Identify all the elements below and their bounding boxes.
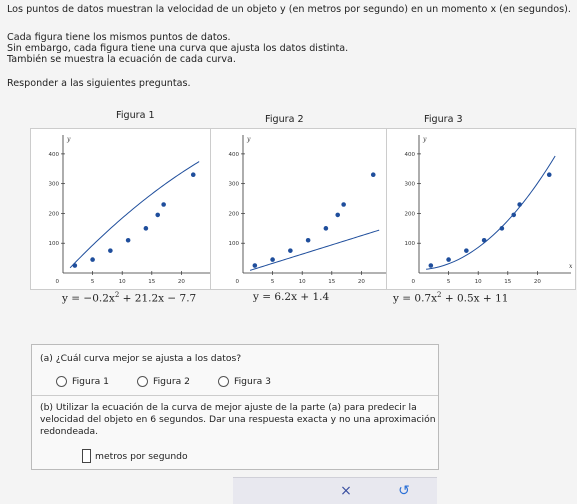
intro-line-2: Cada figura tiene los mismos puntos de datos. — [7, 32, 231, 43]
part-a-options — [56, 376, 299, 387]
data-point — [335, 213, 340, 218]
fit-curve — [250, 230, 379, 270]
eq1-exp: 2 — [114, 291, 120, 299]
data-point — [324, 226, 329, 231]
intro-line-3: Sin embargo, cada figura tiene una curva que ajusta los datos distinta. — [7, 43, 349, 54]
fit-curve — [70, 162, 199, 268]
data-point — [253, 263, 258, 268]
figure-3-plot — [386, 128, 576, 290]
y-tick-label: 400 — [404, 151, 415, 158]
origin-label: 0 — [55, 279, 59, 285]
eq2-lhs: y = — [253, 291, 275, 303]
x-tick-label: 20 — [357, 279, 365, 285]
option-label-2: Figura 2 — [153, 376, 190, 387]
data-point — [341, 202, 346, 207]
data-point — [464, 248, 469, 253]
data-point — [155, 213, 160, 218]
eq2-t1: 6.2x + 1.4 — [274, 291, 330, 303]
option-figura-2[interactable] — [137, 376, 190, 387]
x-tick-label: 20 — [177, 279, 185, 285]
y-tick-label: 400 — [228, 151, 239, 158]
data-point — [108, 248, 113, 253]
x-tick-label: 10 — [118, 279, 126, 285]
option-label-3: Figura 3 — [234, 376, 271, 387]
figure-2-plot — [210, 128, 400, 290]
eq3-t2: + 0.5x + 11 — [441, 292, 509, 305]
y-axis-label: y — [67, 136, 71, 143]
x-axis-label: x — [569, 263, 573, 270]
x-tick-label: 15 — [504, 279, 512, 285]
action-bar — [233, 477, 437, 504]
data-point — [270, 257, 275, 262]
y-tick-label: 200 — [228, 211, 239, 218]
origin-label: 0 — [411, 279, 415, 285]
y-tick-label: 100 — [228, 241, 239, 248]
figure-1-title: Figura 1 — [116, 110, 155, 121]
figure-2-title: Figura 2 — [265, 114, 304, 125]
radio-figura-3[interactable] — [218, 376, 229, 387]
y-tick-label: 100 — [404, 241, 415, 248]
part-b-question: (b) Utilizar la ecuación de la curva de mejor ajuste de la parte (a) para predecir la velocidad del objeto en 6 segundos. Dar una respuesta exacta y no una aproximación redondeada. — [40, 402, 436, 437]
data-point — [191, 172, 196, 177]
x-tick-label: 5 — [90, 279, 95, 285]
figure-1-equation — [62, 291, 196, 305]
origin-label: 0 — [235, 279, 239, 285]
y-tick-label: 200 — [404, 211, 415, 218]
intro-line-4: También se muestra la ecuación de cada curva. — [7, 54, 236, 65]
close-button[interactable]: × — [340, 483, 352, 499]
x-tick-label: 5 — [446, 279, 451, 285]
y-tick-label: 300 — [228, 181, 239, 188]
data-point — [547, 172, 552, 177]
data-point — [73, 263, 78, 268]
option-label-1: Figura 1 — [72, 376, 109, 387]
undo-button[interactable]: ↺ — [398, 483, 410, 499]
fit-curve — [426, 156, 555, 269]
data-point — [511, 213, 516, 218]
x-tick-label: 5 — [270, 279, 275, 285]
figure-3-svg — [387, 129, 575, 289]
y-tick-label: 300 — [404, 181, 415, 188]
data-point — [482, 238, 487, 243]
y-axis-label: y — [247, 136, 251, 143]
radio-figura-2[interactable] — [137, 376, 148, 387]
figure-3-equation — [393, 291, 508, 305]
answer-unit: metros por segundo — [95, 450, 188, 462]
data-point — [90, 257, 95, 262]
part-a-question: (a) ¿Cuál curva mejor se ajusta a los datos? — [40, 353, 242, 364]
data-point — [288, 248, 293, 253]
intro-line-1: Los puntos de datos muestran la velocidad de un objeto y (en metros por segundo) en un momento x (en segundos). — [7, 4, 571, 15]
figure-2-svg — [211, 129, 399, 289]
x-tick-label: 10 — [298, 279, 306, 285]
figure-1-svg — [31, 129, 219, 289]
eq1-t1: −0.2x — [83, 292, 115, 305]
eq3-exp: 2 — [437, 291, 442, 299]
x-tick-label: 15 — [328, 279, 336, 285]
y-tick-label: 200 — [48, 211, 59, 218]
radio-figura-1[interactable] — [56, 376, 67, 387]
data-point — [161, 202, 166, 207]
y-axis-label: y — [423, 136, 427, 143]
eq3-lhs: y = — [393, 292, 415, 305]
eq1-lhs: y = — [62, 292, 84, 305]
y-tick-label: 100 — [48, 241, 59, 248]
option-figura-3[interactable] — [218, 376, 271, 387]
data-point — [126, 238, 131, 243]
data-point — [500, 226, 505, 231]
data-point — [306, 238, 311, 243]
x-tick-label: 15 — [148, 279, 156, 285]
eq1-t2: + 21.2x − 7.7 — [119, 292, 197, 305]
data-point — [446, 257, 451, 262]
x-tick-label: 10 — [474, 279, 482, 285]
data-point — [144, 226, 149, 231]
data-point — [371, 172, 376, 177]
figure-1-plot — [30, 128, 220, 290]
figure-2-equation — [253, 291, 329, 303]
answer-input[interactable] — [82, 449, 91, 463]
y-tick-label: 300 — [48, 181, 59, 188]
answer-row — [82, 449, 188, 463]
divider — [32, 395, 438, 396]
figure-3-title: Figura 3 — [424, 114, 463, 125]
y-tick-label: 400 — [48, 151, 59, 158]
data-point — [517, 202, 522, 207]
instruction: Responder a las siguientes preguntas. — [7, 78, 191, 89]
option-figura-1[interactable] — [56, 376, 109, 387]
data-point — [429, 263, 434, 268]
question-box — [31, 344, 439, 470]
eq3-t1: 0.7x — [414, 292, 438, 305]
x-tick-label: 20 — [533, 279, 541, 285]
